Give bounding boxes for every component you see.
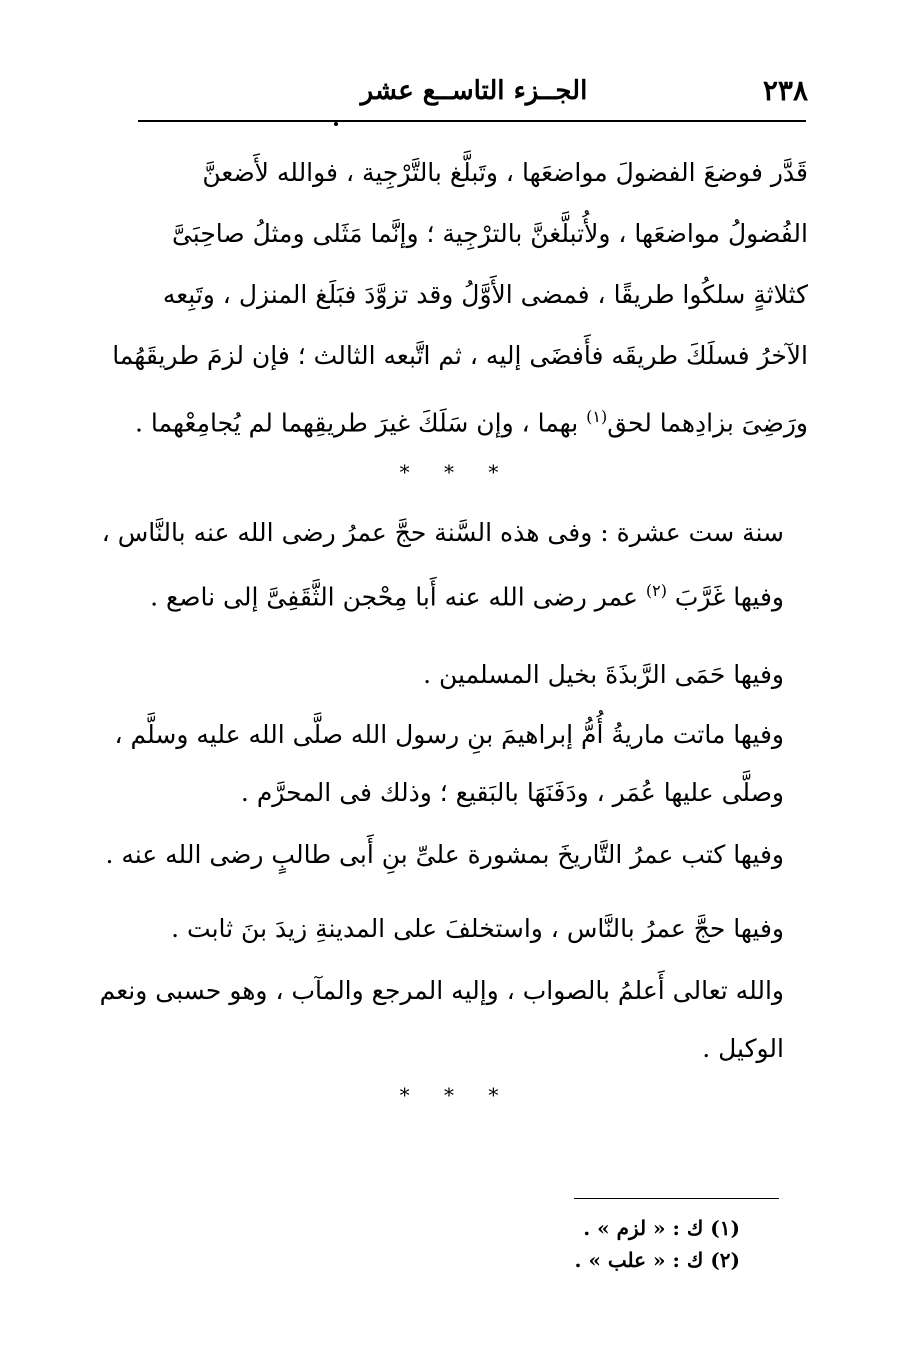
mariya-line-2: وصلَّى عليها عُمَر ، ودَفَنَهَا بالبَقيع ؛ وذلك فى المحرَّم . — [240, 778, 784, 807]
section-separator: * * * — [399, 460, 513, 484]
intro-line-last — [132, 386, 808, 453]
intro-line-last-text-a: ورَضِىَ بزادِهما لحق — [607, 408, 808, 438]
mariya-entry — [114, 706, 784, 822]
footnote-2: (٢) ك : « علب » . — [574, 1248, 740, 1272]
closing-line-2: الوكيل . — [702, 1034, 784, 1063]
year-entry — [101, 504, 784, 626]
footnote-ref-1: (١) — [586, 407, 608, 426]
footnotes — [560, 1212, 740, 1276]
header-dot — [334, 122, 338, 126]
intro-line: كثلاثةٍ سلكُوا طريقًا ، فمضى الأَوَّلُ وقد تزوَّدَ فبَلَغ المنزل ، وتَبِعه — [162, 280, 808, 309]
page-number: ٢٣٨ — [762, 74, 808, 107]
exile-line — [132, 562, 784, 626]
footnote-1: (١) ك : « لزم » . — [583, 1216, 740, 1240]
hima-line: وفيها حَمَى الرَّبذَةَ بخيل المسلمين . — [423, 660, 784, 689]
year-line: سنة ست عشرة : وفى هذه السَّنة حجَّ عمرُ رضى الله عنه بالنَّاس ، — [101, 518, 784, 547]
exile-text-b: عمر رضى الله عنه أَبا مِحْجن الثَّقَفِىَّ إلى ناصع . — [150, 582, 646, 612]
hajj-entry — [132, 900, 784, 958]
intro-line-last-text-b: بهما ، وإن سَلَكَ غيرَ طريقِهما لم يُجامِعْهما . — [135, 408, 587, 438]
footnote-ref-2: (٢) — [645, 581, 667, 600]
page-header — [140, 74, 808, 114]
intro-line: الفُضولُ مواضعَها ، ولأُتبلَّغنَّ بالترْجِية ؛ وإنَّما مَثَلى ومثلُ صاحِبَىَّ — [171, 219, 808, 248]
mariya-line-1: وفيها ماتت ماريةُ أُمُّ إبراهيمَ بنِ رسول الله صلَّى الله عليه وسلَّم ، — [114, 720, 784, 749]
intro-line: الآخرُ فسلَكَ طريقَه فأَفضَى إليه ، ثم اتَّبعه الثالث ؛ فإن لزمَ طريقَهُما — [112, 341, 808, 370]
hima-entry — [132, 646, 784, 704]
calendar-entry — [105, 826, 784, 884]
header-rule — [138, 120, 806, 122]
hajj-line: وفيها حجَّ عمرُ بالنَّاس ، واستخلفَ على المدينةِ زيدَ بنَ ثابت . — [171, 914, 784, 943]
calendar-line: وفيها كتب عمرُ التَّاريخَ بمشورة علىِّ بنِ أَبى طالبٍ رضى الله عنه . — [105, 840, 784, 869]
intro-line: قَدَّر فوضعَ الفضولَ مواضعَها ، وتَبلَّغ بالتَّرْجِية ، فوالله لأَضعنَّ — [202, 158, 808, 187]
closing-entry — [99, 962, 784, 1078]
intro-paragraph — [112, 142, 808, 453]
running-title: الجــزء التاســع عشر — [360, 76, 588, 106]
closing-line-1: والله تعالى أَعلمُ بالصواب ، وإليه المرجع والمآب ، وهو حسبى ونعم — [99, 976, 784, 1005]
exile-text-a: وفيها غَرَّبَ — [666, 582, 784, 612]
section-separator: * * * — [399, 1083, 513, 1107]
footnote-rule — [574, 1198, 779, 1199]
